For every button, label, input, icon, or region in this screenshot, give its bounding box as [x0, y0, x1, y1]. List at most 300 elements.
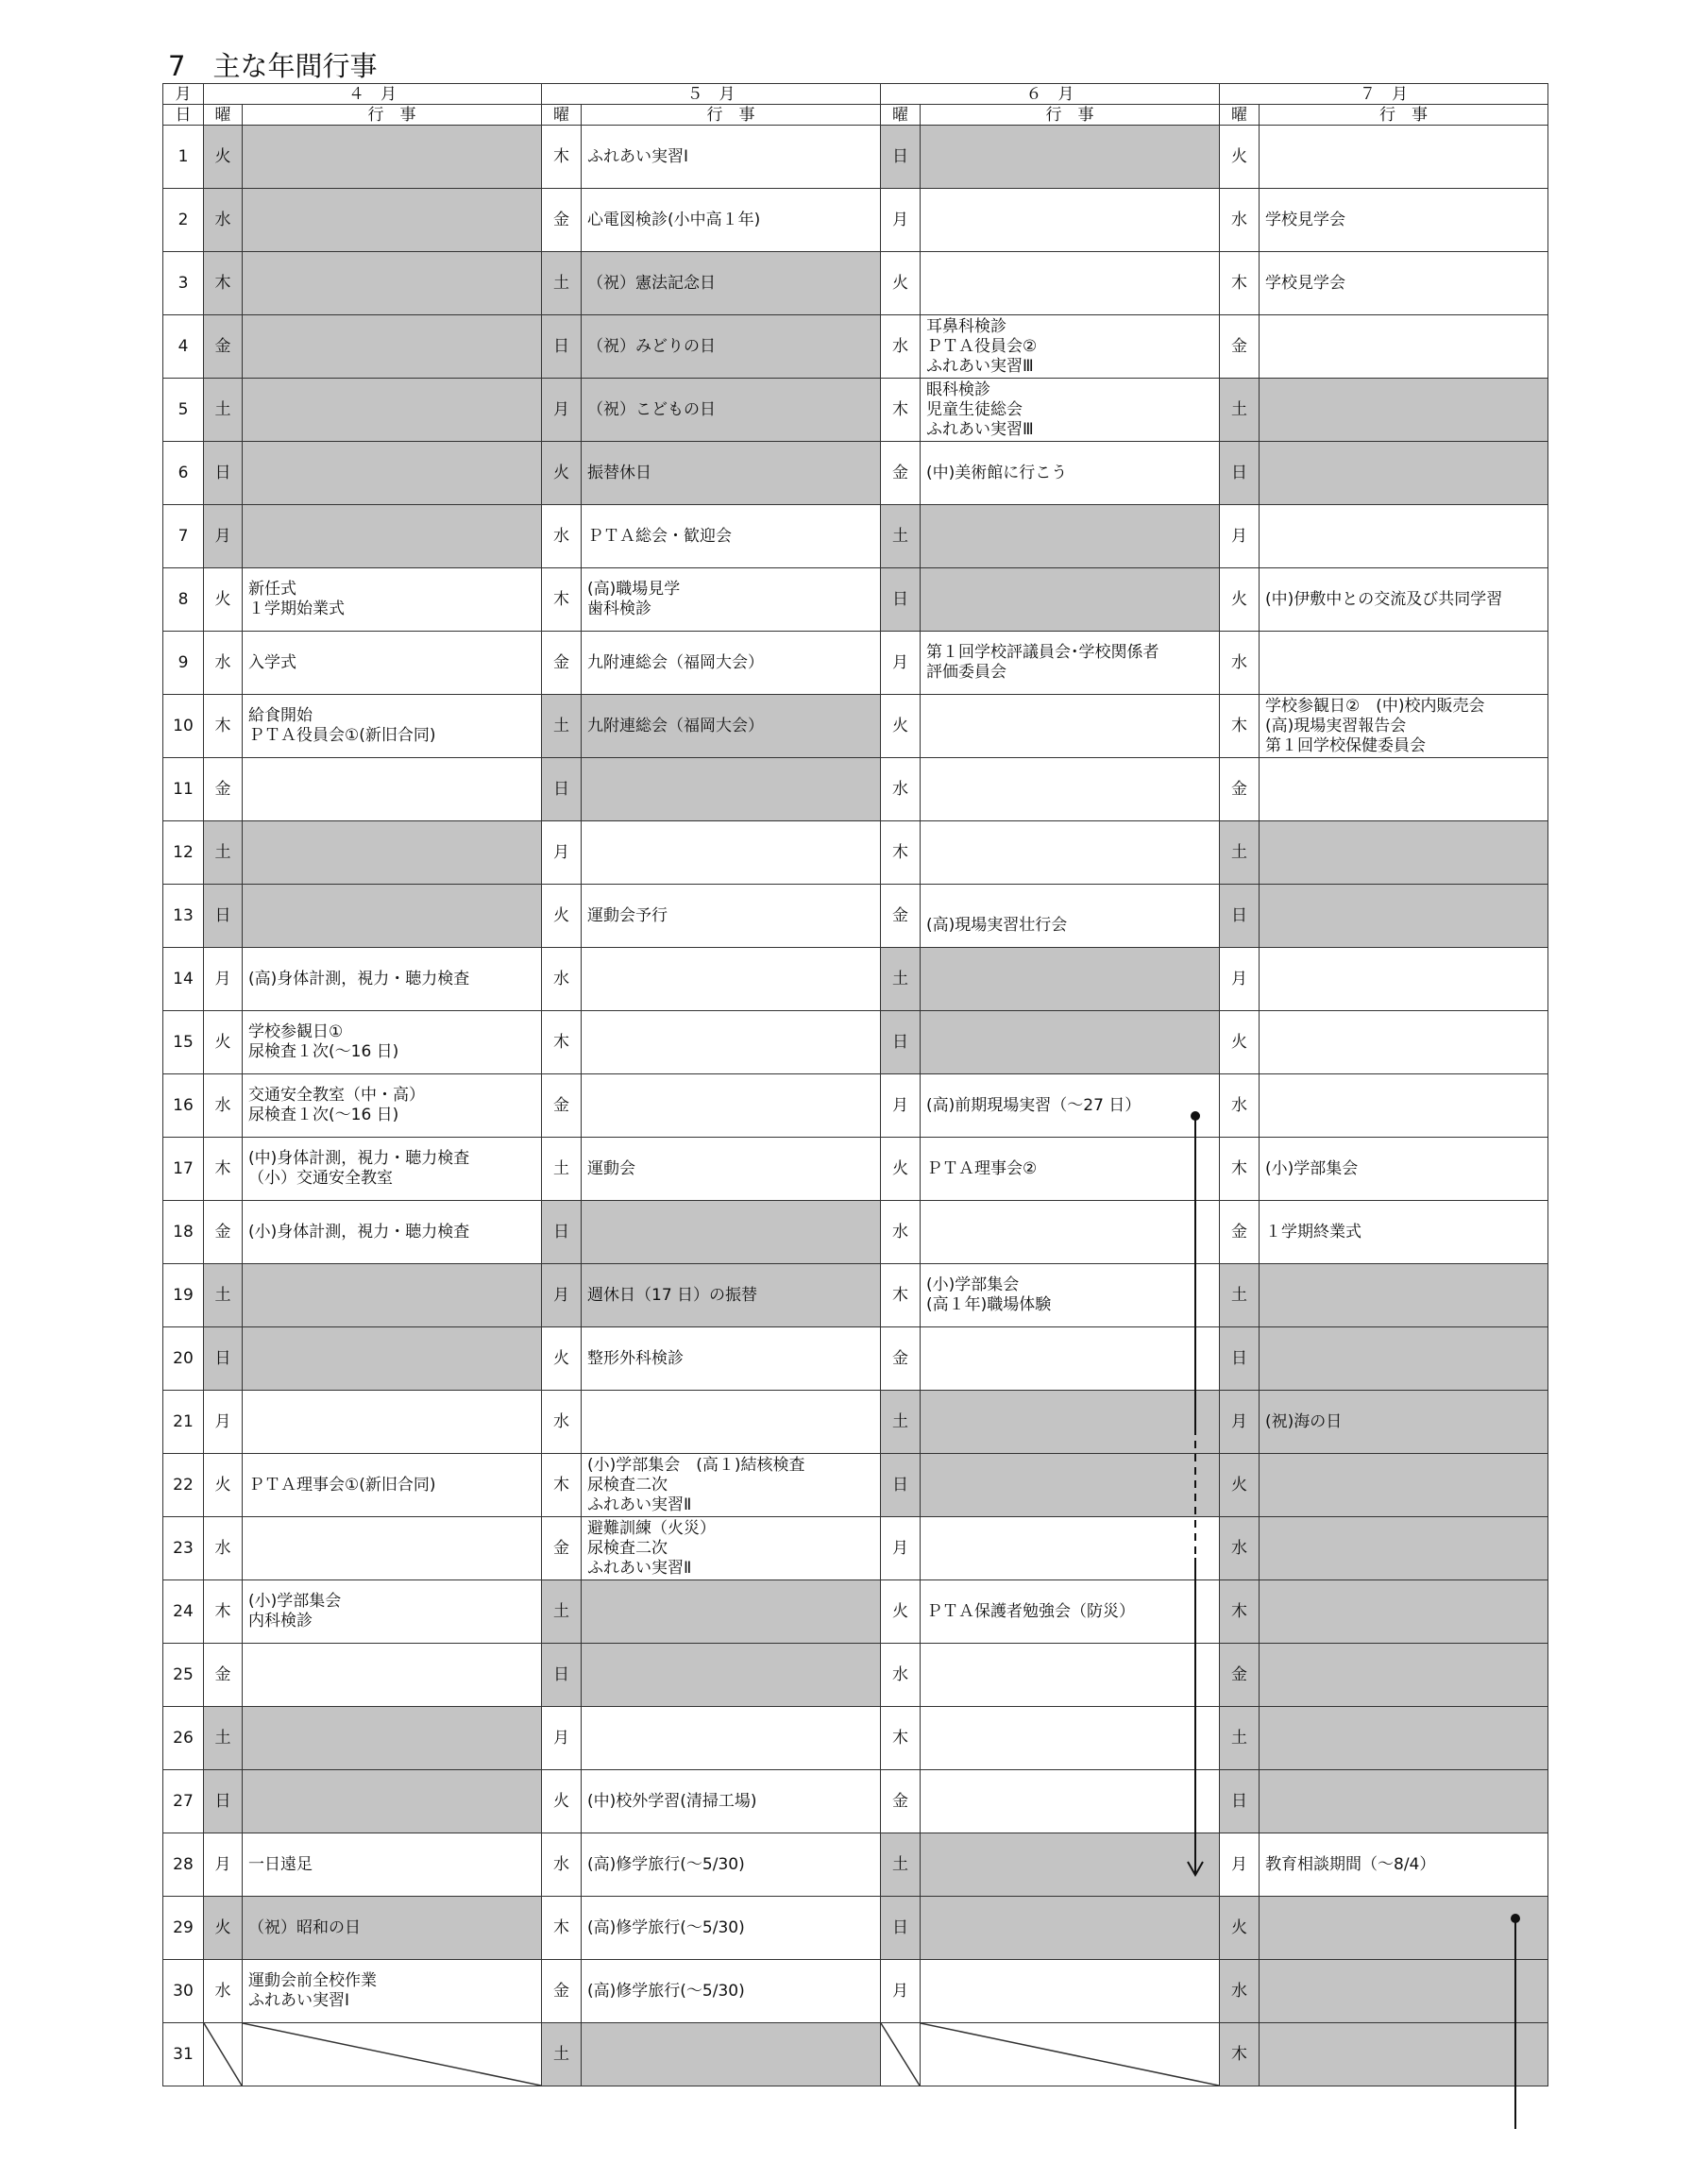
event-july	[1260, 885, 1548, 948]
table-row	[163, 1707, 1548, 1770]
weekday-june: 水	[881, 315, 921, 379]
event-july	[1260, 758, 1548, 821]
event-june	[921, 1011, 1220, 1074]
weekday-july: 土	[1220, 1264, 1260, 1327]
day-number: 31	[163, 2023, 204, 2086]
event-may: 整形外科検診	[582, 1327, 881, 1391]
day-number: 27	[163, 1770, 204, 1833]
weekday-april: 月	[204, 505, 243, 568]
event-june	[921, 2023, 1220, 2086]
event-june: (高)前期現場実習（～27 日）	[921, 1074, 1220, 1138]
weekday-june: 土	[881, 1833, 921, 1897]
event-june	[921, 568, 1220, 632]
weekday-april: 日	[204, 885, 243, 948]
weekday-july: 土	[1220, 821, 1260, 885]
table-row	[163, 1960, 1548, 2023]
event-may	[582, 1074, 881, 1138]
weekday-may: 月	[542, 1264, 582, 1327]
event-july: 学校見学会	[1260, 252, 1548, 315]
weekday-june: 日	[881, 1897, 921, 1960]
day-number: 3	[163, 252, 204, 315]
weekday-june: 火	[881, 695, 921, 758]
event-may: 運動会	[582, 1138, 881, 1201]
weekday-april: 水	[204, 632, 243, 695]
weekday-april: 水	[204, 189, 243, 252]
weekday-july: 木	[1220, 1138, 1260, 1201]
weekday-june: 金	[881, 885, 921, 948]
event-july	[1260, 1960, 1548, 2023]
day-number: 23	[163, 1517, 204, 1580]
weekday-july: 土	[1220, 1707, 1260, 1770]
weekday-june: 月	[881, 632, 921, 695]
weekday-july: 木	[1220, 695, 1260, 758]
day-number: 1	[163, 126, 204, 189]
table-row	[163, 379, 1548, 442]
event-june	[921, 948, 1220, 1011]
event-may	[582, 821, 881, 885]
weekday-july: 日	[1220, 442, 1260, 505]
header-row-months	[163, 84, 1548, 105]
event-april: 新任式 １学期始業式	[243, 568, 542, 632]
event-may: （祝）憲法記念日	[582, 252, 881, 315]
event-june	[921, 1201, 1220, 1264]
weekday-june: 木	[881, 1707, 921, 1770]
weekday-may: 木	[542, 1897, 582, 1960]
month-header-april: ４ 月	[204, 84, 542, 105]
event-june: 耳鼻科検診 ＰＴＡ役員会② ふれあい実習Ⅲ	[921, 315, 1220, 379]
weekday-may: 金	[542, 189, 582, 252]
event-july	[1260, 1454, 1548, 1517]
weekday-may: 金	[542, 1960, 582, 2023]
weekday-june: 日	[881, 568, 921, 632]
weekday-july: 火	[1220, 1011, 1260, 1074]
event-april: (中)身体計測，視力・聴力検査 （小）交通安全教室	[243, 1138, 542, 1201]
event-may: 振替休日	[582, 442, 881, 505]
weekday-april: 水	[204, 1960, 243, 2023]
day-number: 28	[163, 1833, 204, 1897]
weekday-april: 木	[204, 1138, 243, 1201]
weekday-july: 金	[1220, 315, 1260, 379]
weekday-april: 日	[204, 1327, 243, 1391]
weekday-april: 木	[204, 252, 243, 315]
day-number: 14	[163, 948, 204, 1011]
table-row	[163, 1897, 1548, 1960]
event-july	[1260, 1770, 1548, 1833]
event-april: 学校参観日① 尿検査１次(～16 日)	[243, 1011, 542, 1074]
weekday-july: 水	[1220, 1517, 1260, 1580]
day-number: 4	[163, 315, 204, 379]
weekday-june: 金	[881, 1770, 921, 1833]
event-june: (中)美術館に行こう	[921, 442, 1220, 505]
weekday-may: 火	[542, 1327, 582, 1391]
table-row	[163, 1201, 1548, 1264]
diagonal-slash-icon	[204, 2023, 242, 2086]
weekday-july: 日	[1220, 1770, 1260, 1833]
weekday-july: 日	[1220, 885, 1260, 948]
day-label: 日	[163, 105, 204, 126]
weekday-april: 水	[204, 1074, 243, 1138]
event-june	[921, 1517, 1220, 1580]
weekday-may: 火	[542, 1770, 582, 1833]
weekday-april: 土	[204, 1707, 243, 1770]
weekday-may: 土	[542, 1138, 582, 1201]
day-number: 22	[163, 1454, 204, 1517]
event-april	[243, 1644, 542, 1707]
weekday-june: 月	[881, 189, 921, 252]
event-july	[1260, 1897, 1548, 1960]
event-april	[243, 2023, 542, 2086]
event-may: （祝）こどもの日	[582, 379, 881, 442]
event-april	[243, 189, 542, 252]
event-may: （祝）みどりの日	[582, 315, 881, 379]
weekday-june: 火	[881, 1138, 921, 1201]
weekday-april: 火	[204, 1897, 243, 1960]
event-july	[1260, 1517, 1548, 1580]
weekday-june: 水	[881, 1201, 921, 1264]
event-may: (高)修学旅行(～5/30)	[582, 1833, 881, 1897]
event-april	[243, 1391, 542, 1454]
event-july	[1260, 1264, 1548, 1327]
event-label: 行 事	[1260, 105, 1548, 126]
table-row	[163, 189, 1548, 252]
weekday-june: 火	[881, 1580, 921, 1644]
weekday-april	[204, 2023, 243, 2086]
table-row	[163, 252, 1548, 315]
weekday-may: 水	[542, 1833, 582, 1897]
weekday-april: 火	[204, 126, 243, 189]
event-june	[921, 1960, 1220, 2023]
day-number: 17	[163, 1138, 204, 1201]
table-row	[163, 126, 1548, 189]
table-row	[163, 632, 1548, 695]
table-row	[163, 695, 1548, 758]
event-april	[243, 252, 542, 315]
event-may: 九附連総会（福岡大会）	[582, 632, 881, 695]
day-number: 18	[163, 1201, 204, 1264]
day-number: 26	[163, 1707, 204, 1770]
weekday-april: 火	[204, 568, 243, 632]
weekday-april: 月	[204, 948, 243, 1011]
event-july	[1260, 1327, 1548, 1391]
event-june: 第１回学校評議員会･学校関係者 評価委員会	[921, 632, 1220, 695]
weekday-may: 土	[542, 695, 582, 758]
weekday-july: 火	[1220, 1454, 1260, 1517]
day-number: 5	[163, 379, 204, 442]
weekday-april: 火	[204, 1454, 243, 1517]
table-row	[163, 1074, 1548, 1138]
weekday-june	[881, 2023, 921, 2086]
weekday-may: 日	[542, 1201, 582, 1264]
event-label: 行 事	[243, 105, 542, 126]
day-number: 9	[163, 632, 204, 695]
event-june: ＰＴＡ保護者勉強会（防災）	[921, 1580, 1220, 1644]
weekday-may: 土	[542, 1580, 582, 1644]
event-april: 給食開始 ＰＴＡ役員会①(新旧合同)	[243, 695, 542, 758]
header-row-columns	[163, 105, 1548, 126]
month-header-may: ５ 月	[542, 84, 881, 105]
day-number: 20	[163, 1327, 204, 1391]
event-july	[1260, 505, 1548, 568]
event-july	[1260, 1011, 1548, 1074]
weekday-april: 土	[204, 1264, 243, 1327]
event-june: 眼科検診 児童生徒総会 ふれあい実習Ⅲ	[921, 379, 1220, 442]
weekday-label: 曜	[881, 105, 921, 126]
weekday-july: 水	[1220, 1960, 1260, 2023]
weekday-april: 金	[204, 1644, 243, 1707]
weekday-april: 金	[204, 315, 243, 379]
table-row	[163, 948, 1548, 1011]
weekday-july: 水	[1220, 189, 1260, 252]
event-april: 入学式	[243, 632, 542, 695]
month-header-july: ７ 月	[1220, 84, 1548, 105]
day-number: 12	[163, 821, 204, 885]
weekday-july: 金	[1220, 1644, 1260, 1707]
weekday-june: 土	[881, 948, 921, 1011]
weekday-july: 木	[1220, 1580, 1260, 1644]
weekday-june: 木	[881, 1264, 921, 1327]
event-may	[582, 2023, 881, 2086]
weekday-april: 金	[204, 1201, 243, 1264]
event-april	[243, 821, 542, 885]
day-number: 11	[163, 758, 204, 821]
event-may: 週休日（17 日）の振替	[582, 1264, 881, 1327]
table-row	[163, 1327, 1548, 1391]
weekday-may: 火	[542, 442, 582, 505]
event-july	[1260, 379, 1548, 442]
weekday-april: 日	[204, 1770, 243, 1833]
event-july: 学校見学会	[1260, 189, 1548, 252]
event-may: 心電図検診(小中高１年)	[582, 189, 881, 252]
weekday-may: 日	[542, 315, 582, 379]
event-july	[1260, 1644, 1548, 1707]
weekday-april: 木	[204, 695, 243, 758]
weekday-april: 土	[204, 379, 243, 442]
day-number: 24	[163, 1580, 204, 1644]
event-april: (小)学部集会 内科検診	[243, 1580, 542, 1644]
event-june	[921, 1897, 1220, 1960]
event-april	[243, 1707, 542, 1770]
event-april: （祝）昭和の日	[243, 1897, 542, 1960]
weekday-june: 月	[881, 1517, 921, 1580]
weekday-june: 木	[881, 821, 921, 885]
weekday-june: 火	[881, 252, 921, 315]
weekday-june: 土	[881, 505, 921, 568]
month-header-june: ６ 月	[881, 84, 1220, 105]
event-may	[582, 1011, 881, 1074]
day-number: 10	[163, 695, 204, 758]
table-row	[163, 1770, 1548, 1833]
weekday-june: 日	[881, 1011, 921, 1074]
weekday-june: 水	[881, 1644, 921, 1707]
weekday-may: 日	[542, 1644, 582, 1707]
table-row	[163, 1454, 1548, 1517]
table-row	[163, 821, 1548, 885]
table-row	[163, 1011, 1548, 1074]
event-may	[582, 758, 881, 821]
event-july	[1260, 632, 1548, 695]
event-july: １学期終業式	[1260, 1201, 1548, 1264]
weekday-may: 水	[542, 1391, 582, 1454]
calendar-body	[163, 84, 1548, 2086]
day-number: 6	[163, 442, 204, 505]
event-june	[921, 758, 1220, 821]
diagonal-slash-icon	[243, 2023, 541, 2086]
table-row	[163, 1580, 1548, 1644]
page-title: 7 主な年間行事	[168, 50, 378, 82]
weekday-april: 土	[204, 821, 243, 885]
event-july: (祝)海の日	[1260, 1391, 1548, 1454]
event-may: (小)学部集会 (高１)結核検査 尿検査二次 ふれあい実習Ⅱ	[582, 1454, 881, 1517]
table-row	[163, 1391, 1548, 1454]
event-july	[1260, 948, 1548, 1011]
event-may: (中)校外学習(清掃工場)	[582, 1770, 881, 1833]
event-july	[1260, 442, 1548, 505]
table-row	[163, 1517, 1548, 1580]
weekday-may: 水	[542, 948, 582, 1011]
event-april	[243, 1264, 542, 1327]
event-may	[582, 1644, 881, 1707]
day-number: 19	[163, 1264, 204, 1327]
event-april: 交通安全教室（中・高） 尿検査１次(～16 日)	[243, 1074, 542, 1138]
event-july	[1260, 1580, 1548, 1644]
event-april: ＰＴＡ理事会①(新旧合同)	[243, 1454, 542, 1517]
weekday-june: 月	[881, 1074, 921, 1138]
event-april: 一日遠足	[243, 1833, 542, 1897]
day-number: 8	[163, 568, 204, 632]
event-april: (小)身体計測，視力・聴力検査	[243, 1201, 542, 1264]
weekday-may: 金	[542, 1074, 582, 1138]
weekday-july: 火	[1220, 1897, 1260, 1960]
weekday-july: 木	[1220, 252, 1260, 315]
table-row	[163, 315, 1548, 379]
day-number: 7	[163, 505, 204, 568]
event-april	[243, 505, 542, 568]
event-june	[921, 1770, 1220, 1833]
weekday-april: 火	[204, 1011, 243, 1074]
weekday-june: 日	[881, 126, 921, 189]
weekday-july: 水	[1220, 632, 1260, 695]
weekday-april: 金	[204, 758, 243, 821]
weekday-may: 金	[542, 1517, 582, 1580]
table-row	[163, 442, 1548, 505]
weekday-may: 月	[542, 1707, 582, 1770]
event-may	[582, 1391, 881, 1454]
event-july	[1260, 1074, 1548, 1138]
weekday-june: 金	[881, 1327, 921, 1391]
event-june	[921, 189, 1220, 252]
event-april: 運動会前全校作業 ふれあい実習Ⅰ	[243, 1960, 542, 2023]
event-april	[243, 379, 542, 442]
weekday-april: 月	[204, 1391, 243, 1454]
day-number: 30	[163, 1960, 204, 2023]
event-june	[921, 1454, 1220, 1517]
weekday-label: 曜	[542, 105, 582, 126]
event-june	[921, 126, 1220, 189]
event-july: 教育相談期間（～8/4）	[1260, 1833, 1548, 1897]
day-number: 2	[163, 189, 204, 252]
event-may	[582, 1707, 881, 1770]
weekday-july: 水	[1220, 1074, 1260, 1138]
table-row	[163, 1644, 1548, 1707]
weekday-may: 水	[542, 505, 582, 568]
event-april	[243, 126, 542, 189]
event-june	[921, 821, 1220, 885]
event-july	[1260, 2023, 1548, 2086]
event-april	[243, 1770, 542, 1833]
event-may: ふれあい実習Ⅰ	[582, 126, 881, 189]
event-label: 行 事	[921, 105, 1220, 126]
event-may: (高)職場見学 歯科検診	[582, 568, 881, 632]
day-number: 13	[163, 885, 204, 948]
day-number: 15	[163, 1011, 204, 1074]
event-june	[921, 1644, 1220, 1707]
event-june	[921, 505, 1220, 568]
event-july	[1260, 1707, 1548, 1770]
weekday-may: 土	[542, 2023, 582, 2086]
weekday-april: 月	[204, 1833, 243, 1897]
weekday-july: 月	[1220, 505, 1260, 568]
event-april	[243, 758, 542, 821]
weekday-may: 金	[542, 632, 582, 695]
weekday-may: 木	[542, 1011, 582, 1074]
event-april	[243, 885, 542, 948]
event-july	[1260, 126, 1548, 189]
weekday-june: 日	[881, 1454, 921, 1517]
event-april	[243, 442, 542, 505]
event-june	[921, 695, 1220, 758]
event-may: 九附連総会（福岡大会）	[582, 695, 881, 758]
event-june	[921, 1391, 1220, 1454]
table-row	[163, 2023, 1548, 2086]
weekday-may: 月	[542, 821, 582, 885]
weekday-july: 土	[1220, 379, 1260, 442]
event-july: (中)伊敷中との交流及び共同学習	[1260, 568, 1548, 632]
diagonal-slash-icon	[881, 2023, 920, 2086]
table-row	[163, 1833, 1548, 1897]
event-june	[921, 1833, 1220, 1897]
day-number: 16	[163, 1074, 204, 1138]
weekday-july: 木	[1220, 2023, 1260, 2086]
weekday-july: 月	[1220, 1833, 1260, 1897]
event-may: 避難訓練（火災） 尿検査二次 ふれあい実習Ⅱ	[582, 1517, 881, 1580]
event-may: (高)修学旅行(～5/30)	[582, 1960, 881, 2023]
weekday-july: 月	[1220, 948, 1260, 1011]
event-june	[921, 1707, 1220, 1770]
diagonal-slash-icon	[921, 2023, 1219, 2086]
event-june	[921, 1327, 1220, 1391]
weekday-july: 日	[1220, 1327, 1260, 1391]
event-july	[1260, 821, 1548, 885]
weekday-july: 月	[1220, 1391, 1260, 1454]
weekday-may: 日	[542, 758, 582, 821]
table-row	[163, 1138, 1548, 1201]
event-april: (高)身体計測，視力・聴力検査	[243, 948, 542, 1011]
weekday-july: 金	[1220, 1201, 1260, 1264]
weekday-april: 日	[204, 442, 243, 505]
event-june: ＰＴＡ理事会②	[921, 1138, 1220, 1201]
event-july	[1260, 315, 1548, 379]
day-number: 21	[163, 1391, 204, 1454]
event-may: ＰＴＡ総会・歓迎会	[582, 505, 881, 568]
event-june: (小)学部集会 (高１年)職場体験	[921, 1264, 1220, 1327]
month-label: 月	[163, 84, 204, 105]
event-may	[582, 948, 881, 1011]
table-row	[163, 505, 1548, 568]
weekday-july: 火	[1220, 126, 1260, 189]
event-april	[243, 1327, 542, 1391]
event-june: (高)現場実習壮行会	[921, 885, 1220, 948]
weekday-may: 木	[542, 568, 582, 632]
